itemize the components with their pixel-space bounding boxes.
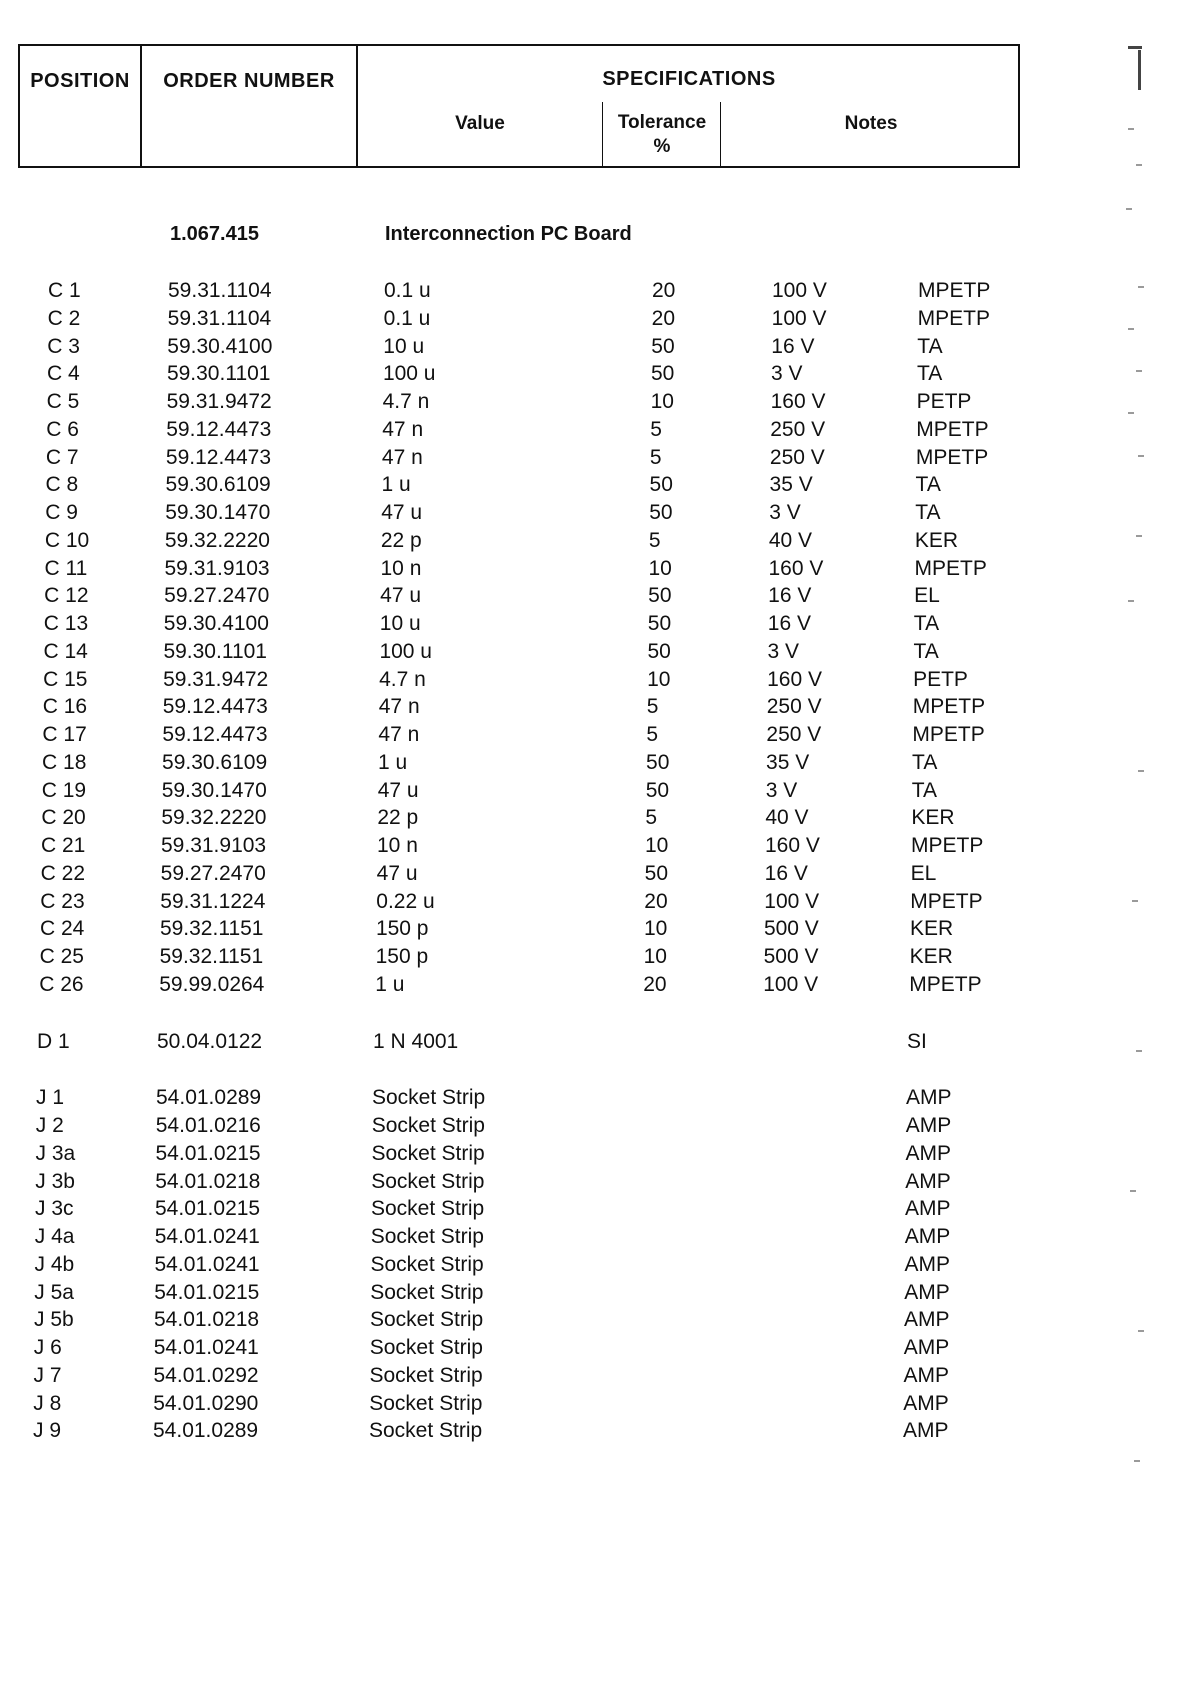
part-type: TA — [915, 501, 941, 524]
table-row — [0, 860, 1190, 888]
part-type: AMP — [905, 1197, 951, 1221]
part-order-number: 59.30.6109 — [165, 473, 271, 497]
part-position: C 15 — [43, 667, 88, 691]
part-position: J 7 — [33, 1363, 62, 1387]
part-type: MPETP — [910, 889, 983, 913]
table-row — [0, 1028, 1190, 1056]
assembly-order-number: 1.067.415 — [170, 223, 259, 245]
part-value: 150 p — [375, 945, 429, 968]
part-type: PETP — [916, 390, 972, 413]
part-position: C 1 — [48, 279, 81, 302]
part-type: MPETP — [918, 279, 991, 302]
part-tolerance: 10 — [643, 917, 668, 941]
part-tolerance: 5 — [646, 695, 659, 719]
table-row — [0, 555, 1190, 583]
part-order-number: 59.30.1470 — [165, 501, 271, 524]
part-voltage: 160 V — [765, 834, 820, 857]
part-type: AMP — [903, 1336, 950, 1359]
part-position: J 4b — [34, 1252, 75, 1276]
part-order-number: 59.31.9472 — [163, 667, 269, 691]
part-tolerance: 50 — [645, 778, 670, 802]
part-position: J 5a — [34, 1280, 74, 1304]
part-order-number: 54.01.0215 — [155, 1141, 261, 1165]
table-row — [0, 1140, 1190, 1168]
part-voltage: 250 V — [766, 695, 822, 719]
part-position: C 20 — [41, 806, 86, 830]
part-order-number: 59.31.1104 — [167, 306, 272, 330]
header-specifications: SPECIFICATIONS — [602, 68, 776, 90]
part-order-number: 54.01.0289 — [153, 1419, 259, 1443]
part-voltage: 100 V — [771, 306, 827, 330]
header-order-number: ORDER NUMBER — [163, 70, 335, 92]
part-tolerance: 50 — [648, 584, 672, 608]
part-position: J 2 — [35, 1114, 64, 1137]
table-row — [0, 1334, 1190, 1362]
part-order-number: 59.12.4473 — [162, 695, 268, 719]
part-value: 10 u — [379, 612, 421, 635]
table-row — [0, 1251, 1190, 1279]
part-type: SI — [907, 1029, 927, 1053]
table-row — [0, 915, 1190, 943]
part-type: AMP — [905, 1141, 952, 1165]
part-type: TA — [915, 473, 941, 497]
part-voltage: 100 V — [772, 279, 827, 302]
header-position: POSITION — [30, 70, 130, 92]
part-type: KER — [914, 528, 959, 552]
part-type: AMP — [903, 1391, 949, 1415]
part-type: AMP — [904, 1225, 951, 1248]
part-type: MPETP — [912, 723, 985, 746]
part-order-number: 59.31.9472 — [166, 390, 272, 413]
table-row — [0, 499, 1190, 527]
part-value: 47 u — [380, 584, 422, 608]
part-position: J 9 — [33, 1419, 62, 1443]
part-order-number: 54.01.0289 — [156, 1086, 262, 1110]
part-tolerance: 5 — [649, 445, 662, 469]
part-tolerance: 20 — [651, 306, 675, 330]
part-order-number: 54.01.0292 — [153, 1363, 259, 1387]
table-row — [0, 1390, 1190, 1418]
table-row — [0, 1306, 1190, 1334]
table-row — [0, 305, 1190, 333]
part-type: AMP — [904, 1308, 950, 1332]
part-order-number: 59.12.4473 — [162, 723, 268, 746]
part-type: AMP — [905, 1169, 951, 1193]
part-tolerance: 50 — [650, 362, 675, 386]
part-tolerance: 20 — [643, 972, 667, 996]
part-position: C 22 — [40, 861, 85, 885]
table-row — [0, 360, 1190, 388]
part-value: 0.1 u — [384, 279, 431, 302]
part-type: AMP — [903, 1419, 949, 1443]
part-position: C 17 — [42, 723, 87, 746]
part-value: Socket Strip — [370, 1280, 484, 1304]
part-position: J 8 — [33, 1391, 62, 1415]
table-row — [0, 777, 1190, 805]
part-value: Socket Strip — [371, 1197, 485, 1221]
part-type: MPETP — [909, 972, 982, 996]
table-row — [0, 1195, 1190, 1223]
table-row — [0, 693, 1190, 721]
table-header — [18, 44, 1020, 168]
part-order-number: 54.01.0241 — [154, 1225, 260, 1248]
part-position: C 5 — [46, 390, 80, 413]
part-value: 22 p — [377, 806, 419, 830]
part-value: Socket Strip — [371, 1141, 485, 1165]
part-position: C 3 — [47, 334, 80, 358]
table-row — [0, 1084, 1190, 1112]
part-order-number: 59.31.9103 — [164, 556, 270, 580]
part-voltage: 40 V — [768, 528, 813, 552]
part-value: 4.7 n — [382, 390, 430, 413]
part-position: C 24 — [39, 917, 85, 941]
part-tolerance: 50 — [649, 501, 673, 524]
part-voltage: 3 V — [765, 778, 798, 802]
table-row — [0, 666, 1190, 694]
part-position: D 1 — [37, 1029, 70, 1053]
part-position: C 7 — [45, 445, 79, 469]
part-position: C 12 — [44, 584, 89, 608]
part-value: 10 u — [383, 334, 425, 358]
part-type: TA — [917, 334, 943, 358]
part-value: Socket Strip — [369, 1391, 483, 1415]
column-divider — [720, 102, 721, 166]
table-row — [0, 1417, 1190, 1445]
part-order-number: 54.01.0290 — [153, 1391, 259, 1415]
part-value: Socket Strip — [369, 1419, 483, 1443]
part-tolerance: 10 — [647, 667, 671, 691]
part-position: J 6 — [33, 1336, 62, 1359]
part-order-number: 54.01.0215 — [154, 1280, 260, 1304]
part-voltage: 16 V — [768, 584, 812, 608]
header-value: Value — [455, 113, 505, 134]
part-position: C 10 — [44, 528, 90, 552]
part-tolerance: 50 — [647, 639, 671, 663]
part-value: 1 N 4001 — [373, 1029, 459, 1053]
part-voltage: 250 V — [769, 445, 825, 469]
part-order-number: 59.31.1224 — [160, 889, 266, 913]
part-value: Socket Strip — [369, 1336, 483, 1359]
header-notes: Notes — [844, 113, 898, 134]
part-order-number: 59.30.6109 — [162, 750, 268, 774]
part-order-number: 59.30.1101 — [163, 639, 267, 663]
part-position: J 3b — [35, 1169, 75, 1193]
part-value: Socket Strip — [370, 1252, 484, 1276]
part-value: Socket Strip — [371, 1169, 485, 1193]
part-value: 47 n — [381, 445, 423, 469]
header-tolerance-unit: % — [653, 136, 671, 157]
part-type: MPETP — [915, 445, 989, 469]
part-type: TA — [916, 362, 943, 386]
part-type: TA — [913, 639, 939, 663]
table-row — [0, 416, 1190, 444]
part-order-number: 59.31.9103 — [161, 834, 267, 857]
part-value: 47 u — [377, 778, 419, 802]
table-row — [0, 388, 1190, 416]
part-value: 10 n — [377, 834, 418, 857]
part-value: 22 p — [380, 528, 422, 552]
part-type: KER — [909, 945, 953, 968]
part-tolerance: 10 — [645, 834, 669, 857]
part-value: 47 n — [378, 723, 420, 746]
part-position: C 16 — [42, 695, 88, 719]
part-position: C 14 — [43, 639, 88, 663]
part-voltage: 250 V — [766, 723, 822, 746]
part-tolerance: 50 — [649, 473, 673, 497]
part-voltage: 250 V — [770, 417, 826, 441]
part-voltage: 160 V — [767, 667, 822, 691]
part-type: AMP — [906, 1086, 952, 1110]
part-position: C 4 — [46, 362, 80, 386]
table-row — [0, 749, 1190, 777]
part-position: C 18 — [42, 750, 87, 774]
part-order-number: 59.99.0264 — [159, 972, 265, 996]
part-position: C 25 — [39, 945, 84, 968]
part-position: J 3c — [35, 1197, 74, 1221]
part-position: J 3a — [35, 1141, 76, 1165]
part-tolerance: 50 — [651, 334, 675, 358]
part-value: Socket Strip — [369, 1363, 483, 1387]
table-row — [0, 1168, 1190, 1196]
table-row — [0, 527, 1190, 555]
part-position: C 26 — [39, 972, 84, 996]
column-divider — [356, 46, 358, 166]
part-type: EL — [914, 584, 940, 608]
part-value: 1 u — [378, 750, 408, 774]
part-value: Socket Strip — [370, 1308, 484, 1332]
part-value: 10 n — [380, 556, 422, 580]
part-tolerance: 10 — [643, 945, 667, 968]
table-row — [0, 971, 1190, 999]
table-row — [0, 832, 1190, 860]
part-type: AMP — [903, 1363, 950, 1387]
part-value: 0.22 u — [376, 889, 435, 913]
part-position: C 13 — [43, 612, 89, 635]
part-voltage: 500 V — [763, 917, 819, 941]
part-type: MPETP — [914, 556, 987, 580]
part-order-number: 54.01.0215 — [155, 1197, 261, 1221]
part-tolerance: 20 — [652, 279, 676, 302]
part-tolerance: 5 — [650, 417, 662, 441]
part-tolerance: 5 — [648, 528, 661, 552]
part-type: MPETP — [911, 834, 984, 857]
part-position: J 1 — [36, 1086, 65, 1110]
part-order-number: 59.12.4473 — [165, 445, 271, 469]
part-voltage: 16 V — [767, 612, 811, 635]
part-type: TA — [911, 778, 937, 802]
part-order-number: 59.32.1151 — [159, 917, 264, 941]
table-row — [0, 888, 1190, 916]
table-row — [0, 1112, 1190, 1140]
part-order-number: 59.12.4473 — [166, 417, 272, 441]
part-value: Socket Strip — [370, 1225, 484, 1248]
part-order-number: 59.30.1101 — [166, 362, 271, 386]
table-row — [0, 804, 1190, 832]
part-voltage: 100 V — [764, 889, 820, 913]
part-position: C 9 — [45, 501, 78, 524]
part-voltage: 16 V — [771, 334, 815, 358]
part-value: 100 u — [382, 362, 436, 386]
part-type: KER — [909, 917, 954, 941]
part-value: 47 u — [381, 501, 423, 524]
part-order-number: 54.01.0241 — [153, 1336, 259, 1359]
part-value: Socket Strip — [371, 1114, 485, 1137]
part-tolerance: 50 — [647, 612, 672, 635]
part-tolerance: 50 — [644, 861, 668, 885]
part-order-number: 59.27.2470 — [164, 584, 270, 608]
part-tolerance: 10 — [650, 390, 674, 413]
part-value: 150 p — [375, 917, 429, 941]
part-voltage: 160 V — [770, 390, 826, 413]
part-value: 47 n — [378, 695, 420, 719]
part-type: MPETP — [912, 695, 986, 719]
part-tolerance: 5 — [646, 723, 659, 746]
part-tolerance: 5 — [645, 806, 658, 830]
part-order-number: 59.30.1470 — [161, 778, 267, 802]
part-order-number: 59.30.4100 — [163, 612, 269, 635]
part-order-number: 54.01.0216 — [155, 1114, 261, 1137]
assembly-name: Interconnection PC Board — [385, 223, 632, 245]
part-type: MPETP — [916, 417, 989, 441]
part-order-number: 59.32.1151 — [159, 945, 264, 968]
part-position: J 4a — [34, 1225, 75, 1248]
part-value: Socket Strip — [372, 1086, 486, 1110]
part-tolerance: 10 — [648, 556, 672, 580]
table-row — [0, 1223, 1190, 1251]
table-row — [0, 277, 1190, 305]
part-voltage: 160 V — [768, 556, 824, 580]
table-row — [0, 610, 1190, 638]
part-voltage: 3 V — [770, 362, 803, 386]
part-type: TA — [913, 612, 940, 635]
table-row — [0, 721, 1190, 749]
part-position: C 11 — [44, 556, 88, 580]
part-value: 47 u — [376, 861, 418, 885]
part-position: C 2 — [47, 306, 81, 330]
part-voltage: 35 V — [769, 473, 813, 497]
part-tolerance: 50 — [646, 750, 670, 774]
part-voltage: 500 V — [763, 945, 819, 968]
part-value: 0.1 u — [383, 306, 431, 330]
table-row — [0, 943, 1190, 971]
part-type: AMP — [904, 1252, 951, 1276]
part-value: 1 u — [381, 473, 411, 497]
part-type: KER — [911, 806, 955, 830]
scan-edge-marks — [1118, 40, 1168, 1600]
part-order-number: 54.01.0241 — [154, 1252, 260, 1276]
part-voltage: 100 V — [763, 972, 819, 996]
part-position: J 5b — [34, 1308, 74, 1332]
part-type: TA — [912, 750, 938, 774]
table-row — [0, 638, 1190, 666]
table-row — [0, 582, 1190, 610]
table-row — [0, 471, 1190, 499]
table-row — [0, 444, 1190, 472]
part-order-number: 59.31.1104 — [168, 279, 272, 302]
part-value: 47 n — [382, 417, 424, 441]
part-type: AMP — [905, 1114, 952, 1137]
part-value: 100 u — [379, 639, 432, 663]
column-divider — [602, 102, 603, 166]
part-value: 4.7 n — [379, 667, 426, 691]
part-type: MPETP — [917, 306, 990, 330]
part-order-number: 54.01.0218 — [154, 1308, 260, 1332]
part-tolerance: 20 — [644, 889, 668, 913]
part-order-number: 59.32.2220 — [161, 806, 267, 830]
table-row — [0, 1279, 1190, 1307]
part-voltage: 35 V — [766, 750, 810, 774]
part-voltage: 16 V — [764, 861, 808, 885]
part-order-number: 59.32.2220 — [164, 528, 270, 552]
part-type: AMP — [904, 1280, 950, 1304]
part-voltage: 40 V — [765, 806, 809, 830]
part-voltage: 3 V — [767, 639, 799, 663]
part-type: EL — [910, 861, 937, 885]
part-position: C 23 — [40, 889, 85, 913]
part-type: PETP — [913, 667, 968, 691]
column-divider — [140, 46, 142, 166]
part-order-number: 59.27.2470 — [160, 861, 266, 885]
header-tolerance: Tolerance — [617, 112, 707, 133]
part-order-number: 50.04.0122 — [157, 1029, 263, 1053]
part-order-number: 59.30.4100 — [167, 334, 273, 358]
table-row — [0, 1362, 1190, 1390]
part-position: C 21 — [41, 834, 86, 857]
part-order-number: 54.01.0218 — [155, 1169, 261, 1193]
part-value: 1 u — [375, 972, 405, 996]
part-voltage: 3 V — [769, 501, 801, 524]
part-position: C 6 — [46, 417, 79, 441]
part-position: C 8 — [45, 473, 79, 497]
table-row — [0, 333, 1190, 361]
part-position: C 19 — [41, 778, 87, 802]
